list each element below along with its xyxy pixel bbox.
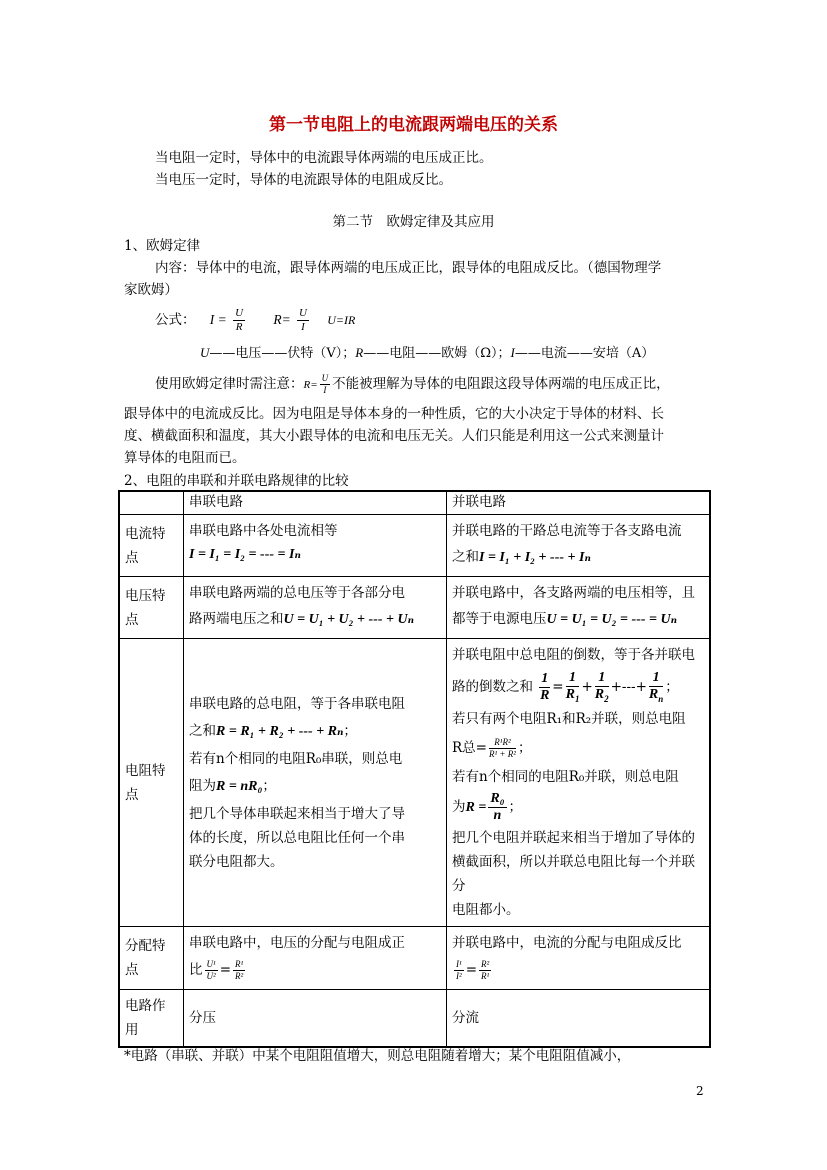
- n-resistor-fraction: $\frac{\text{R₀}}{n}$: [490, 791, 505, 823]
- header-parallel: 并联电路: [447, 491, 711, 515]
- header-series: 串联电路: [184, 491, 447, 515]
- function-parallel-cell: 分流: [447, 990, 711, 1048]
- table-row: [119, 639, 710, 927]
- formula-I-lhs: I =: [209, 312, 227, 327]
- note-line-4: 算导体的电阻而已。: [124, 450, 246, 466]
- item-2-title: 2、电阻的串联和并联电路规律的比较: [124, 473, 349, 489]
- table-row: [119, 927, 710, 990]
- formula-label: 公式：: [155, 312, 196, 328]
- intro-line-2: 当电压一定时，导体的电流跟导体的电阻成反比。: [155, 172, 452, 188]
- reciprocal-fraction-total: $\frac{1}{R}$: [540, 671, 550, 703]
- table-row: [119, 515, 710, 577]
- current-parallel-cell: 并联电路的干路总电流等于各支路电流 之和I = I₁ + I₂ + --- + Iₙ: [447, 515, 711, 577]
- intro-line-1: 当电阻一定时，导体中的电流跟导体两端的电压成正比。: [155, 150, 493, 166]
- row-label-voltage: 电压特点: [119, 577, 184, 639]
- formula-row: [155, 302, 355, 338]
- item-1-title: 1、欧姆定律: [124, 238, 201, 254]
- row-label-resistance: 电阻特点: [119, 639, 184, 927]
- page-number: 2: [696, 1084, 704, 1098]
- voltage-series-cell: 串联电路两端的总电压等于各部分电 路两端电压之和U = U₁ + U₂ + --- + Uₙ: [184, 577, 447, 639]
- two-resistor-fraction: $\frac{\text{R¹R²}}{\text{R¹ + R²}}$: [488, 737, 516, 759]
- formula-R-fraction: $\frac{U}{I}$: [298, 307, 307, 333]
- distribution-parallel-cell: 并联电路中，电流的分配与电阻成反比 $\frac{\text{I¹}}{\text{I²}}$ = $\frac{\text{R²}}{\text{R¹}}$: [447, 927, 711, 990]
- formula-R-lhs: R=: [273, 312, 291, 327]
- footer-note: *电路（串联、并联）中某个电阻阻值增大，则总电阻随着增大；某个电阻阻值减小，: [124, 1048, 631, 1064]
- comparison-table: [118, 490, 711, 1048]
- resistance-series-cell: 串联电路的总电阻，等于各串联电阻 之和R = R₁ + R₂ + --- + Rₙ； 若有n个相同的电阻R₀串联，则总电 阻为R = nR₀； 把几个导体串联起来相当于增大了导 体的长度，所以总电阻比任何一个串 联分电阻都大。: [184, 639, 447, 927]
- page-title: 第一节电阻上的电流跟两端电压的关系: [269, 115, 558, 135]
- formula-U: U=IR: [327, 313, 356, 327]
- row-label-function: 电路作用: [119, 990, 184, 1048]
- content-line-2: 家欧姆）: [124, 282, 178, 298]
- resistance-parallel-cell: 并联电阻中总电阻的倒数，等于各并联电 路的倒数之和 $\frac{1}{R}$ = $\frac{1}{R_1}$ + $\frac{1}{R_2}$ +---+ $\frac{1}{R_n}$ ； 若只有两个电阻R₁和R₂并联，则总电阻 R总= $\frac{\text{R¹R²}}{\text{R¹ + R²}}$ ； 若有n个相同的电阻R₀并联，则总电阻 为R = $\frac{\text{R₀}}{n}$ ； 把几个电阻并联起来相当于增加了导体的 横截面积，所以并联总电阻比每一个并联分 电阻都小。: [447, 639, 711, 927]
- formula-I-fraction: $\frac{U}{R}$: [235, 307, 244, 333]
- current-series-cell: 串联电路中各处电流相等 I = I₁ = I₂ = --- = Iₙ: [184, 515, 447, 577]
- note-line-3: 度、横截面积和温度，其大小跟导体的电流和电压无关。人们只能是利用这一公式来测量计: [124, 428, 664, 444]
- row-label-current: 电流特点: [119, 515, 184, 577]
- units-line: U——电压——伏特（V）；R——电阻——欧姆（Ω）；I——电流——安培（A）: [200, 345, 655, 361]
- note-line-2: 跟导体中的电流成反比。因为电阻是导体本身的一种性质，它的大小决定于导体的材料、长: [124, 406, 664, 422]
- table-header-row: [119, 491, 710, 515]
- table-row: [119, 577, 710, 639]
- content-line-1: 内容：导体中的电流，跟导体两端的电压成正比，跟导体的电阻成反比。（德国物理学: [155, 260, 662, 276]
- row-label-distribution: 分配特点: [119, 927, 184, 990]
- voltage-parallel-cell: 并联电路中，各支路两端的电压相等，且 都等于电源电压U = U₁ = U₂ = --- = Uₙ: [447, 577, 711, 639]
- table-row: [119, 990, 710, 1048]
- function-series-cell: 分压: [184, 990, 447, 1048]
- note-line-1: 使用欧姆定律时需注意：R= $\frac{U}{I}$ 不能被理解为导体的电阻跟这段导体两端的电压成正比，: [155, 373, 670, 395]
- section-2-title: 第二节 欧姆定律及其应用: [332, 214, 495, 230]
- distribution-series-cell: 串联电路中，电压的分配与电阻成正 比 $\frac{\text{U¹}}{\text{U²}}$ = $\frac{\text{R¹}}{\text{R²}}$: [184, 927, 447, 990]
- note-fraction: $\frac{U}{I}$: [321, 373, 329, 395]
